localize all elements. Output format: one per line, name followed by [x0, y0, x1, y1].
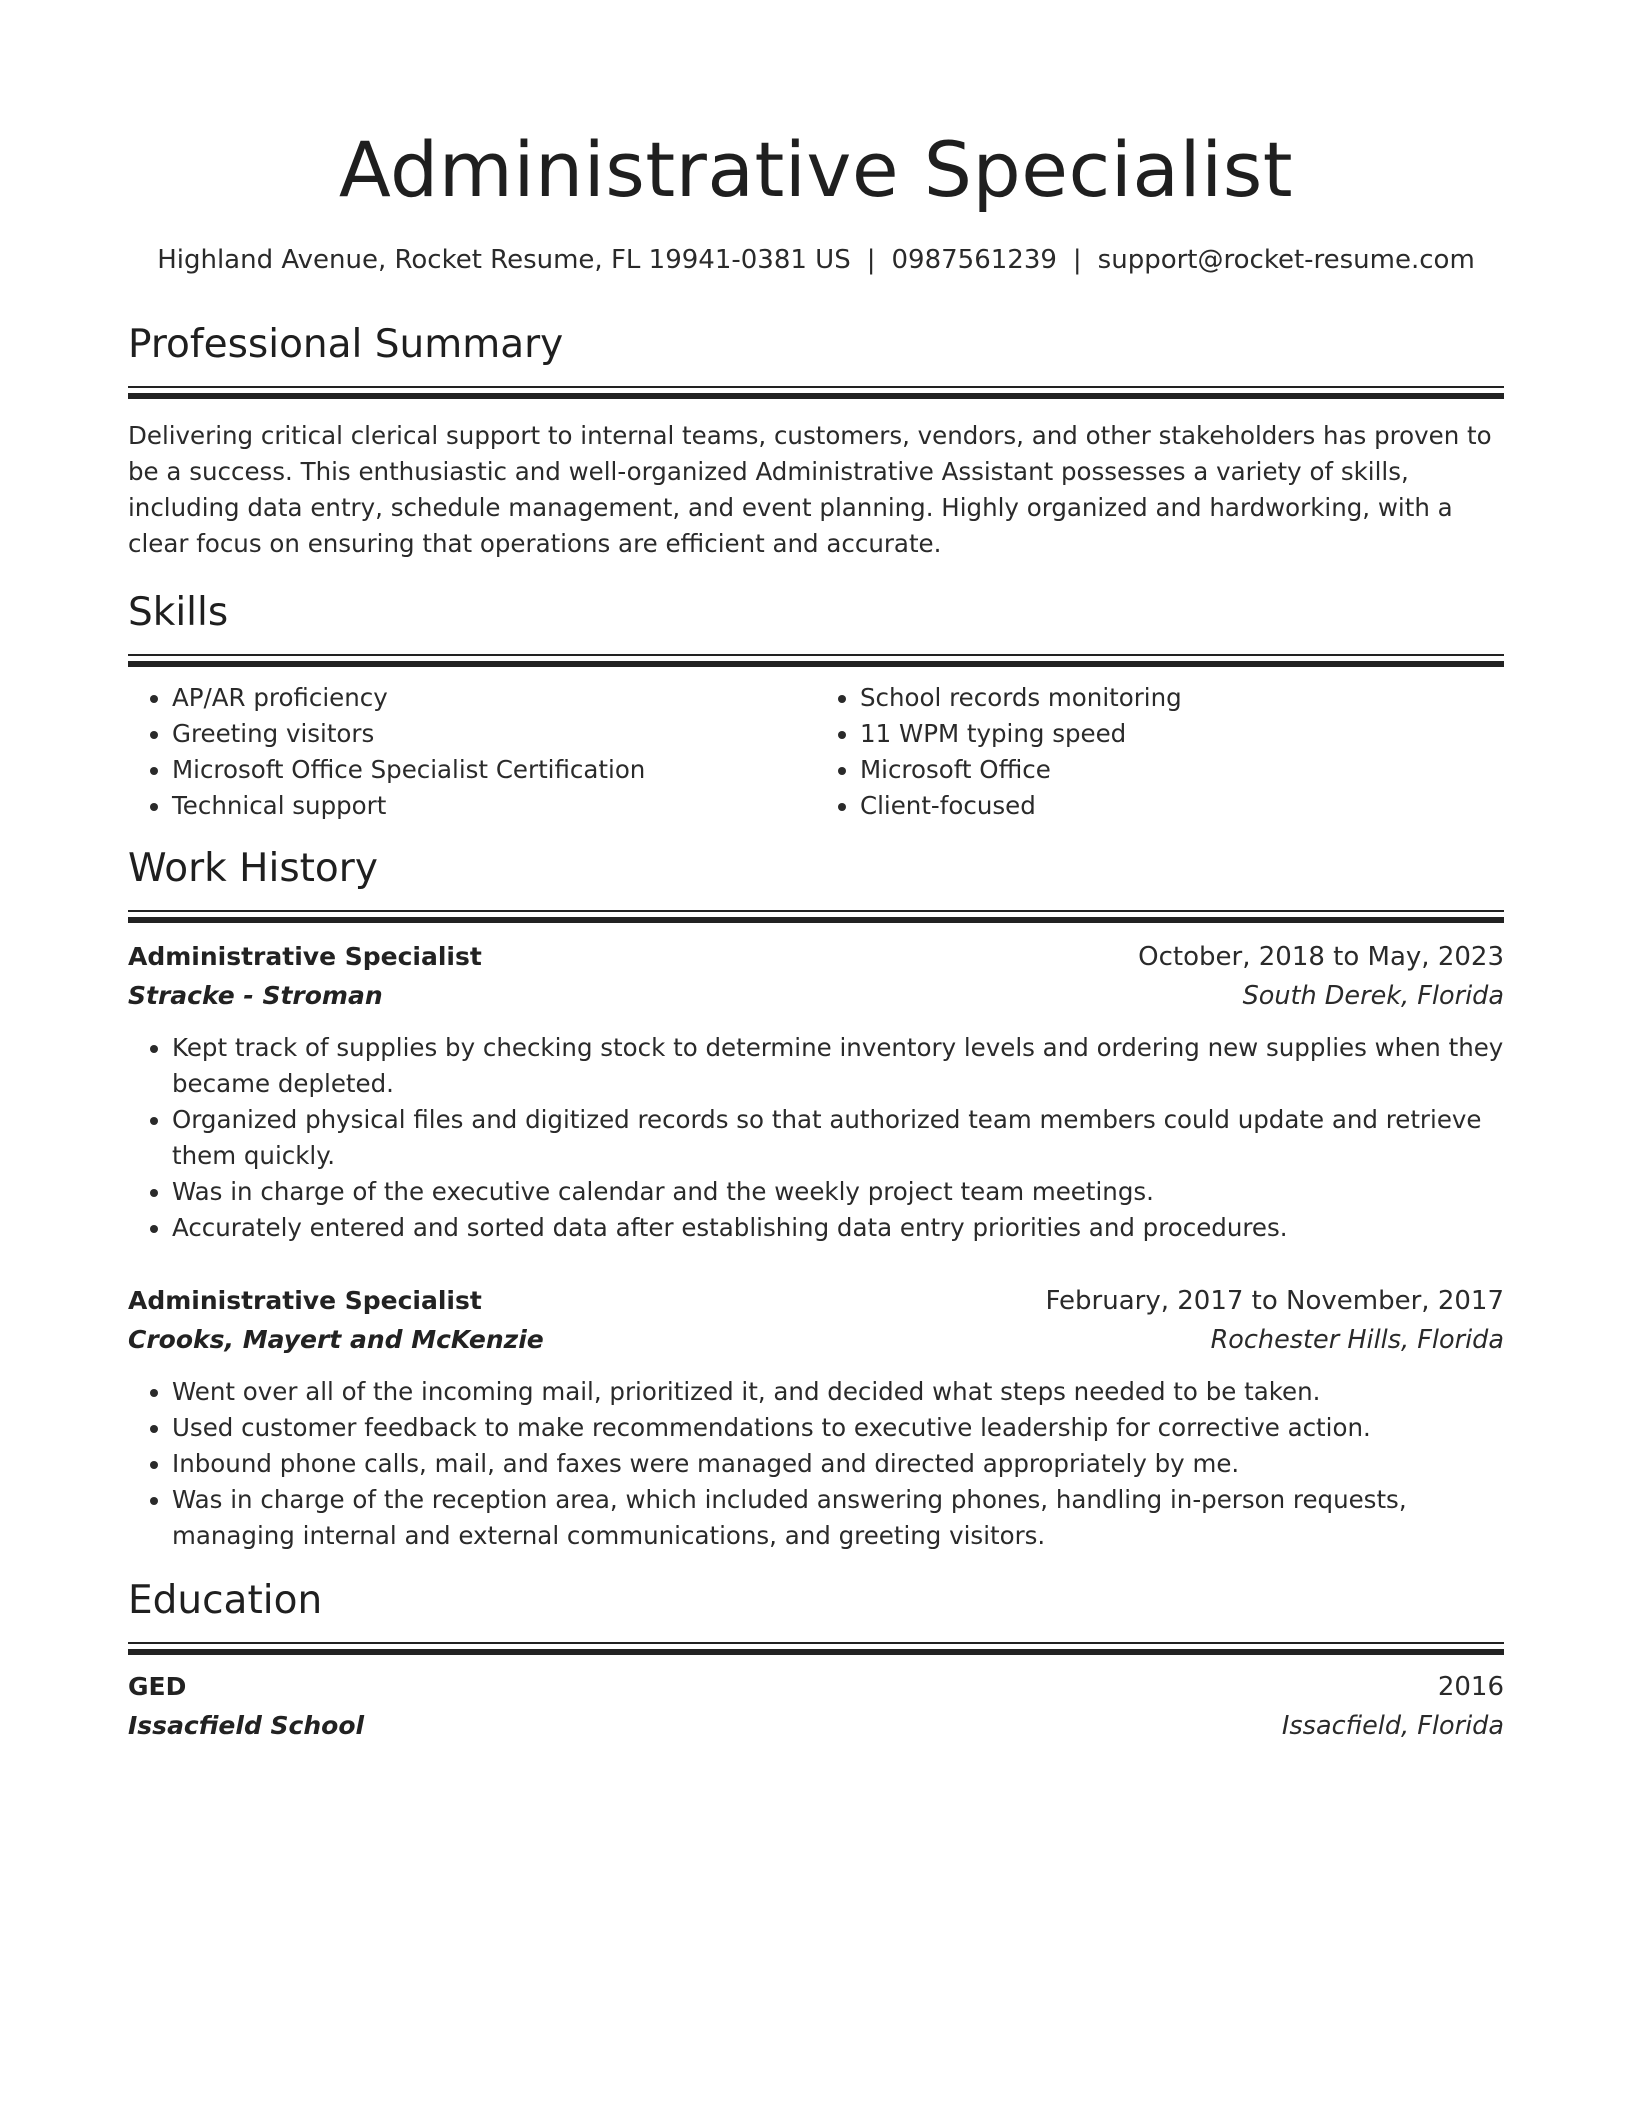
- section-title-skills: Skills: [128, 590, 229, 635]
- contact-email: support@rocket-resume.com: [1097, 245, 1475, 275]
- contact-separator: |: [866, 245, 876, 275]
- education-degree: GED: [128, 1672, 187, 1701]
- candidate-name: Administrative Specialist: [338, 125, 1294, 214]
- education-year: 2016: [1437, 1672, 1504, 1702]
- job-bullets: [128, 1374, 1504, 1554]
- contact-phone: 0987561239: [891, 245, 1057, 275]
- professional-summary-section: [128, 320, 1504, 562]
- skill-item: • Microsoft Office Specialist Certification: [172, 752, 816, 788]
- job-entry: [128, 1282, 1504, 1554]
- job-title: Administrative Specialist: [128, 1286, 482, 1315]
- job-bullet: • Used customer feedback to make recommendations to executive leadership for corrective action.: [172, 1410, 1504, 1446]
- skills-column-right: [816, 680, 1504, 824]
- education-location: Issacfield, Florida: [1281, 1711, 1504, 1741]
- job-entry: [128, 938, 1504, 1246]
- job-bullet: • Inbound phone calls, mail, and faxes were managed and directed appropriately by me.: [172, 1446, 1504, 1482]
- education-school: Issacfield School: [128, 1711, 365, 1740]
- section-title-professional-summary: Professional Summary: [128, 322, 564, 367]
- section-divider: [128, 386, 1504, 398]
- contact-line: [128, 242, 1504, 278]
- job-dates: February, 2017 to November, 2017: [1045, 1286, 1504, 1316]
- skill-item: • School records monitoring: [860, 680, 1504, 716]
- skill-item: • 11 WPM typing speed: [860, 716, 1504, 752]
- skill-item: • Microsoft Office: [860, 752, 1504, 788]
- job-title: Administrative Specialist: [128, 942, 482, 971]
- skill-item: • Client-focused: [860, 788, 1504, 824]
- section-title-education: Education: [128, 1578, 323, 1623]
- education-section: [128, 1576, 1504, 1746]
- section-divider: [128, 910, 1504, 922]
- job-bullet: • Accurately entered and sorted data after establishing data entry priorities and procedures.: [172, 1210, 1504, 1246]
- job-location: Rochester Hills, Florida: [1210, 1325, 1504, 1355]
- section-divider: [128, 654, 1504, 666]
- job-bullet: • Was in charge of the reception area, which included answering phones, handling in-person requests, managing internal and external communications, and greeting visitors.: [172, 1482, 1504, 1554]
- skill-item: • Technical support: [172, 788, 816, 824]
- education-entry: [128, 1668, 1504, 1746]
- job-company: Stracke - Stroman: [128, 981, 383, 1010]
- job-bullets: [128, 1030, 1504, 1246]
- job-location: South Derek, Florida: [1242, 981, 1504, 1011]
- job-company: Crooks, Mayert and McKenzie: [128, 1325, 544, 1354]
- skills-section: [128, 588, 1504, 824]
- skill-item: • Greeting visitors: [172, 716, 816, 752]
- skill-item: • AP/AR proficiency: [172, 680, 816, 716]
- job-bullet: • Organized physical files and digitized records so that authorized team members could update and retrieve them quickly.: [172, 1102, 1504, 1174]
- summary-text: Delivering critical clerical support to internal teams, customers, vendors, and other stakeholders has proven to be a success. This enthusiastic and well-organized Administrative Assistant possesses a variety of skills, including data entry, schedule management, and event planning. Highly organized and hardworking, with a clear focus on ensuring that operations are efficient and accurate.: [128, 421, 1492, 558]
- skills-column-left: [128, 680, 816, 824]
- job-dates: October, 2018 to May, 2023: [1138, 942, 1504, 972]
- job-bullet: • Was in charge of the executive calendar and the weekly project team meetings.: [172, 1174, 1504, 1210]
- section-title-work-history: Work History: [128, 846, 378, 891]
- skills-grid: [128, 680, 1504, 824]
- job-bullet: • Went over all of the incoming mail, prioritized it, and decided what steps needed to be taken.: [172, 1374, 1504, 1410]
- contact-address: Highland Avenue, Rocket Resume, FL 19941-0381 US: [157, 245, 851, 275]
- section-divider: [128, 1642, 1504, 1654]
- contact-separator: |: [1072, 245, 1082, 275]
- job-bullet: • Kept track of supplies by checking stock to determine inventory levels and ordering new supplies when they became depleted.: [172, 1030, 1504, 1102]
- work-history-section: [128, 844, 1504, 1554]
